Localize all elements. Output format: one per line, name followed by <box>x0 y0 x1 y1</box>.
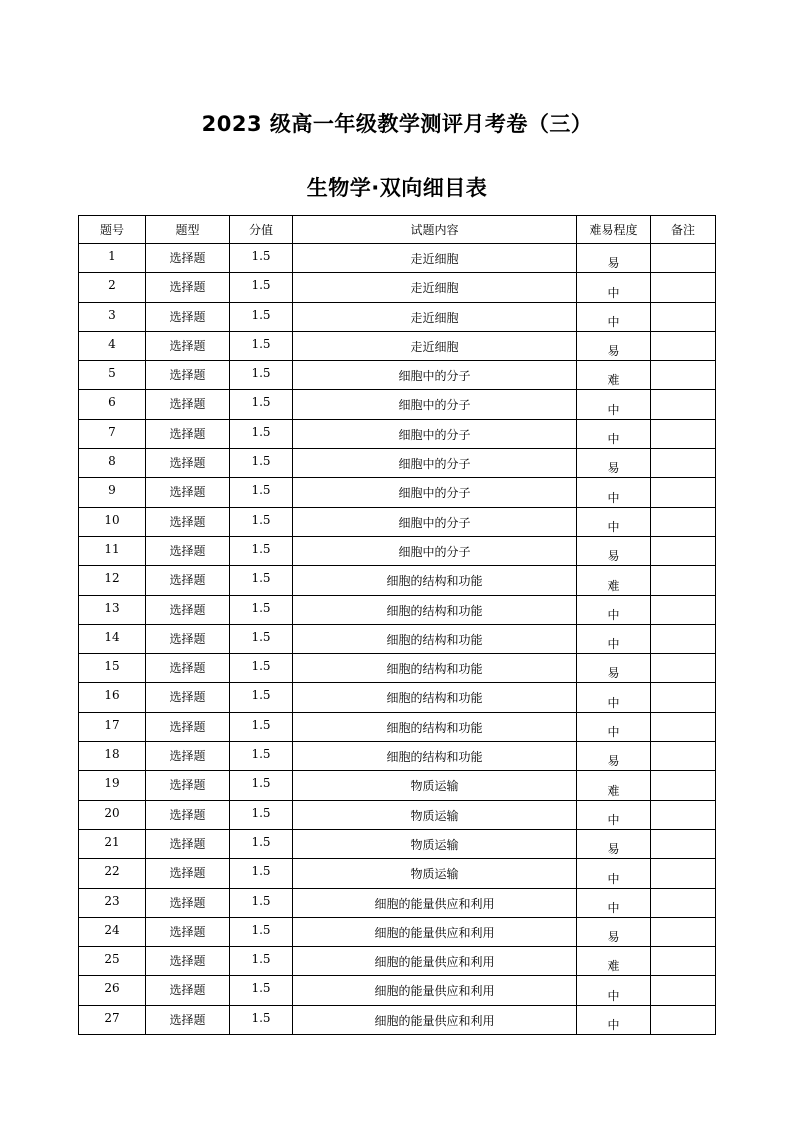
difficulty-cell: 易 <box>577 829 651 858</box>
score-cell: 1.5 <box>230 624 293 653</box>
question-number-cell: 24 <box>79 917 146 946</box>
table-row <box>79 419 716 448</box>
note-cell <box>651 742 716 771</box>
difficulty-cell: 中 <box>577 712 651 741</box>
question-type-cell: 选择题 <box>146 419 230 448</box>
difficulty-cell: 中 <box>577 302 651 331</box>
content-cell: 细胞的能量供应和利用 <box>293 976 577 1005</box>
difficulty-cell: 易 <box>577 917 651 946</box>
question-type-cell: 选择题 <box>146 390 230 419</box>
score-cell: 1.5 <box>230 654 293 683</box>
content-cell: 走近细胞 <box>293 331 577 360</box>
score-cell: 1.5 <box>230 331 293 360</box>
content-cell: 物质运输 <box>293 829 577 858</box>
table-row <box>79 888 716 917</box>
header-cell: 难易程度 <box>577 216 651 244</box>
score-cell: 1.5 <box>230 536 293 565</box>
question-type-cell: 选择题 <box>146 507 230 536</box>
note-cell <box>651 419 716 448</box>
note-cell <box>651 771 716 800</box>
table-row <box>79 361 716 390</box>
question-number-cell: 11 <box>79 536 146 565</box>
note-cell <box>651 917 716 946</box>
content-cell: 细胞中的分子 <box>293 507 577 536</box>
content-cell: 走近细胞 <box>293 302 577 331</box>
difficulty-cell: 难 <box>577 947 651 976</box>
question-number-cell: 9 <box>79 478 146 507</box>
note-cell <box>651 829 716 858</box>
question-type-cell: 选择题 <box>146 800 230 829</box>
content-cell: 细胞的能量供应和利用 <box>293 917 577 946</box>
question-type-cell: 选择题 <box>146 917 230 946</box>
difficulty-cell: 中 <box>577 507 651 536</box>
question-type-cell: 选择题 <box>146 976 230 1005</box>
table-row <box>79 390 716 419</box>
score-cell: 1.5 <box>230 273 293 302</box>
score-cell: 1.5 <box>230 800 293 829</box>
question-number-cell: 18 <box>79 742 146 771</box>
note-cell <box>651 1005 716 1034</box>
question-number-cell: 26 <box>79 976 146 1005</box>
difficulty-cell: 中 <box>577 859 651 888</box>
difficulty-cell: 中 <box>577 390 651 419</box>
content-cell: 细胞的能量供应和利用 <box>293 888 577 917</box>
question-type-cell: 选择题 <box>146 742 230 771</box>
difficulty-cell: 中 <box>577 273 651 302</box>
table-row <box>79 507 716 536</box>
note-cell <box>651 800 716 829</box>
content-cell: 细胞的结构和功能 <box>293 654 577 683</box>
content-cell: 细胞中的分子 <box>293 419 577 448</box>
content-cell: 细胞中的分子 <box>293 449 577 478</box>
table-row <box>79 742 716 771</box>
table-row <box>79 917 716 946</box>
content-cell: 物质运输 <box>293 771 577 800</box>
question-number-cell: 10 <box>79 507 146 536</box>
difficulty-cell: 中 <box>577 595 651 624</box>
difficulty-cell: 难 <box>577 361 651 390</box>
note-cell <box>651 624 716 653</box>
table-row <box>79 624 716 653</box>
page-title: 2023 级高一年级教学测评月考卷（三） <box>201 112 593 136</box>
question-number-cell: 3 <box>79 302 146 331</box>
difficulty-cell: 难 <box>577 771 651 800</box>
content-cell: 细胞中的分子 <box>293 390 577 419</box>
score-cell: 1.5 <box>230 917 293 946</box>
question-number-cell: 6 <box>79 390 146 419</box>
question-type-cell: 选择题 <box>146 624 230 653</box>
content-cell: 细胞中的分子 <box>293 478 577 507</box>
question-type-cell: 选择题 <box>146 361 230 390</box>
question-number-cell: 7 <box>79 419 146 448</box>
table-row <box>79 449 716 478</box>
table-row <box>79 829 716 858</box>
table-row <box>79 654 716 683</box>
question-number-cell: 17 <box>79 712 146 741</box>
question-type-cell: 选择题 <box>146 331 230 360</box>
header-cell: 题号 <box>79 216 146 244</box>
difficulty-cell: 中 <box>577 976 651 1005</box>
question-type-cell: 选择题 <box>146 712 230 741</box>
content-cell: 细胞的结构和功能 <box>293 742 577 771</box>
table-row <box>79 478 716 507</box>
score-cell: 1.5 <box>230 829 293 858</box>
question-type-cell: 选择题 <box>146 683 230 712</box>
question-type-cell: 选择题 <box>146 244 230 273</box>
difficulty-cell: 易 <box>577 244 651 273</box>
question-type-cell: 选择题 <box>146 536 230 565</box>
note-cell <box>651 449 716 478</box>
note-cell <box>651 859 716 888</box>
question-number-cell: 16 <box>79 683 146 712</box>
difficulty-cell: 难 <box>577 566 651 595</box>
question-number-cell: 8 <box>79 449 146 478</box>
content-cell: 走近细胞 <box>293 244 577 273</box>
difficulty-cell: 中 <box>577 419 651 448</box>
score-cell: 1.5 <box>230 361 293 390</box>
content-cell: 物质运输 <box>293 800 577 829</box>
question-type-cell: 选择题 <box>146 654 230 683</box>
table-row <box>79 976 716 1005</box>
question-number-cell: 25 <box>79 947 146 976</box>
content-cell: 细胞的能量供应和利用 <box>293 947 577 976</box>
question-number-cell: 1 <box>79 244 146 273</box>
note-cell <box>651 536 716 565</box>
note-cell <box>651 302 716 331</box>
content-cell: 细胞中的分子 <box>293 361 577 390</box>
difficulty-cell: 中 <box>577 888 651 917</box>
score-cell: 1.5 <box>230 683 293 712</box>
question-type-cell: 选择题 <box>146 829 230 858</box>
score-cell: 1.5 <box>230 478 293 507</box>
score-cell: 1.5 <box>230 419 293 448</box>
question-number-cell: 19 <box>79 771 146 800</box>
table-row <box>79 712 716 741</box>
content-cell: 细胞的结构和功能 <box>293 566 577 595</box>
score-cell: 1.5 <box>230 1005 293 1034</box>
content-cell: 细胞的能量供应和利用 <box>293 1005 577 1034</box>
note-cell <box>651 361 716 390</box>
question-number-cell: 13 <box>79 595 146 624</box>
table-row <box>79 536 716 565</box>
detail-table <box>78 215 716 1035</box>
content-cell: 细胞的结构和功能 <box>293 683 577 712</box>
note-cell <box>651 273 716 302</box>
question-number-cell: 20 <box>79 800 146 829</box>
table-row <box>79 1005 716 1034</box>
table-row <box>79 273 716 302</box>
table-row <box>79 331 716 360</box>
question-type-cell: 选择题 <box>146 449 230 478</box>
content-cell: 细胞中的分子 <box>293 536 577 565</box>
question-type-cell: 选择题 <box>146 478 230 507</box>
table-row <box>79 302 716 331</box>
question-number-cell: 2 <box>79 273 146 302</box>
question-number-cell: 5 <box>79 361 146 390</box>
content-cell: 细胞的结构和功能 <box>293 595 577 624</box>
question-number-cell: 14 <box>79 624 146 653</box>
table-header-row <box>79 216 716 244</box>
header-cell: 分值 <box>230 216 293 244</box>
difficulty-cell: 中 <box>577 800 651 829</box>
score-cell: 1.5 <box>230 712 293 741</box>
header-cell: 备注 <box>651 216 716 244</box>
note-cell <box>651 683 716 712</box>
table-row <box>79 683 716 712</box>
content-cell: 物质运输 <box>293 859 577 888</box>
header-cell: 试题内容 <box>293 216 577 244</box>
note-cell <box>651 654 716 683</box>
table-row <box>79 859 716 888</box>
difficulty-cell: 中 <box>577 478 651 507</box>
score-cell: 1.5 <box>230 449 293 478</box>
note-cell <box>651 888 716 917</box>
content-cell: 走近细胞 <box>293 273 577 302</box>
score-cell: 1.5 <box>230 859 293 888</box>
note-cell <box>651 595 716 624</box>
question-type-cell: 选择题 <box>146 273 230 302</box>
difficulty-cell: 易 <box>577 331 651 360</box>
content-cell: 细胞的结构和功能 <box>293 624 577 653</box>
note-cell <box>651 244 716 273</box>
score-cell: 1.5 <box>230 947 293 976</box>
question-type-cell: 选择题 <box>146 947 230 976</box>
header-cell: 题型 <box>146 216 230 244</box>
note-cell <box>651 331 716 360</box>
question-type-cell: 选择题 <box>146 1005 230 1034</box>
table-row <box>79 595 716 624</box>
score-cell: 1.5 <box>230 742 293 771</box>
question-number-cell: 22 <box>79 859 146 888</box>
question-number-cell: 4 <box>79 331 146 360</box>
difficulty-cell: 中 <box>577 624 651 653</box>
question-type-cell: 选择题 <box>146 566 230 595</box>
difficulty-cell: 易 <box>577 654 651 683</box>
table-row <box>79 244 716 273</box>
table-row <box>79 566 716 595</box>
note-cell <box>651 478 716 507</box>
question-type-cell: 选择题 <box>146 859 230 888</box>
question-type-cell: 选择题 <box>146 888 230 917</box>
difficulty-cell: 易 <box>577 536 651 565</box>
difficulty-cell: 中 <box>577 1005 651 1034</box>
score-cell: 1.5 <box>230 244 293 273</box>
difficulty-cell: 易 <box>577 742 651 771</box>
question-number-cell: 27 <box>79 1005 146 1034</box>
score-cell: 1.5 <box>230 595 293 624</box>
note-cell <box>651 976 716 1005</box>
table-row <box>79 800 716 829</box>
table-row <box>79 947 716 976</box>
score-cell: 1.5 <box>230 507 293 536</box>
content-cell: 细胞的结构和功能 <box>293 712 577 741</box>
note-cell <box>651 947 716 976</box>
question-number-cell: 15 <box>79 654 146 683</box>
difficulty-cell: 中 <box>577 683 651 712</box>
question-number-cell: 12 <box>79 566 146 595</box>
score-cell: 1.5 <box>230 976 293 1005</box>
score-cell: 1.5 <box>230 771 293 800</box>
note-cell <box>651 566 716 595</box>
note-cell <box>651 390 716 419</box>
question-number-cell: 21 <box>79 829 146 858</box>
table-row <box>79 771 716 800</box>
score-cell: 1.5 <box>230 888 293 917</box>
note-cell <box>651 507 716 536</box>
score-cell: 1.5 <box>230 566 293 595</box>
question-type-cell: 选择题 <box>146 302 230 331</box>
score-cell: 1.5 <box>230 390 293 419</box>
note-cell <box>651 712 716 741</box>
score-cell: 1.5 <box>230 302 293 331</box>
page-subtitle: 生物学·双向细目表 <box>306 176 488 200</box>
question-number-cell: 23 <box>79 888 146 917</box>
question-type-cell: 选择题 <box>146 771 230 800</box>
question-type-cell: 选择题 <box>146 595 230 624</box>
difficulty-cell: 易 <box>577 449 651 478</box>
